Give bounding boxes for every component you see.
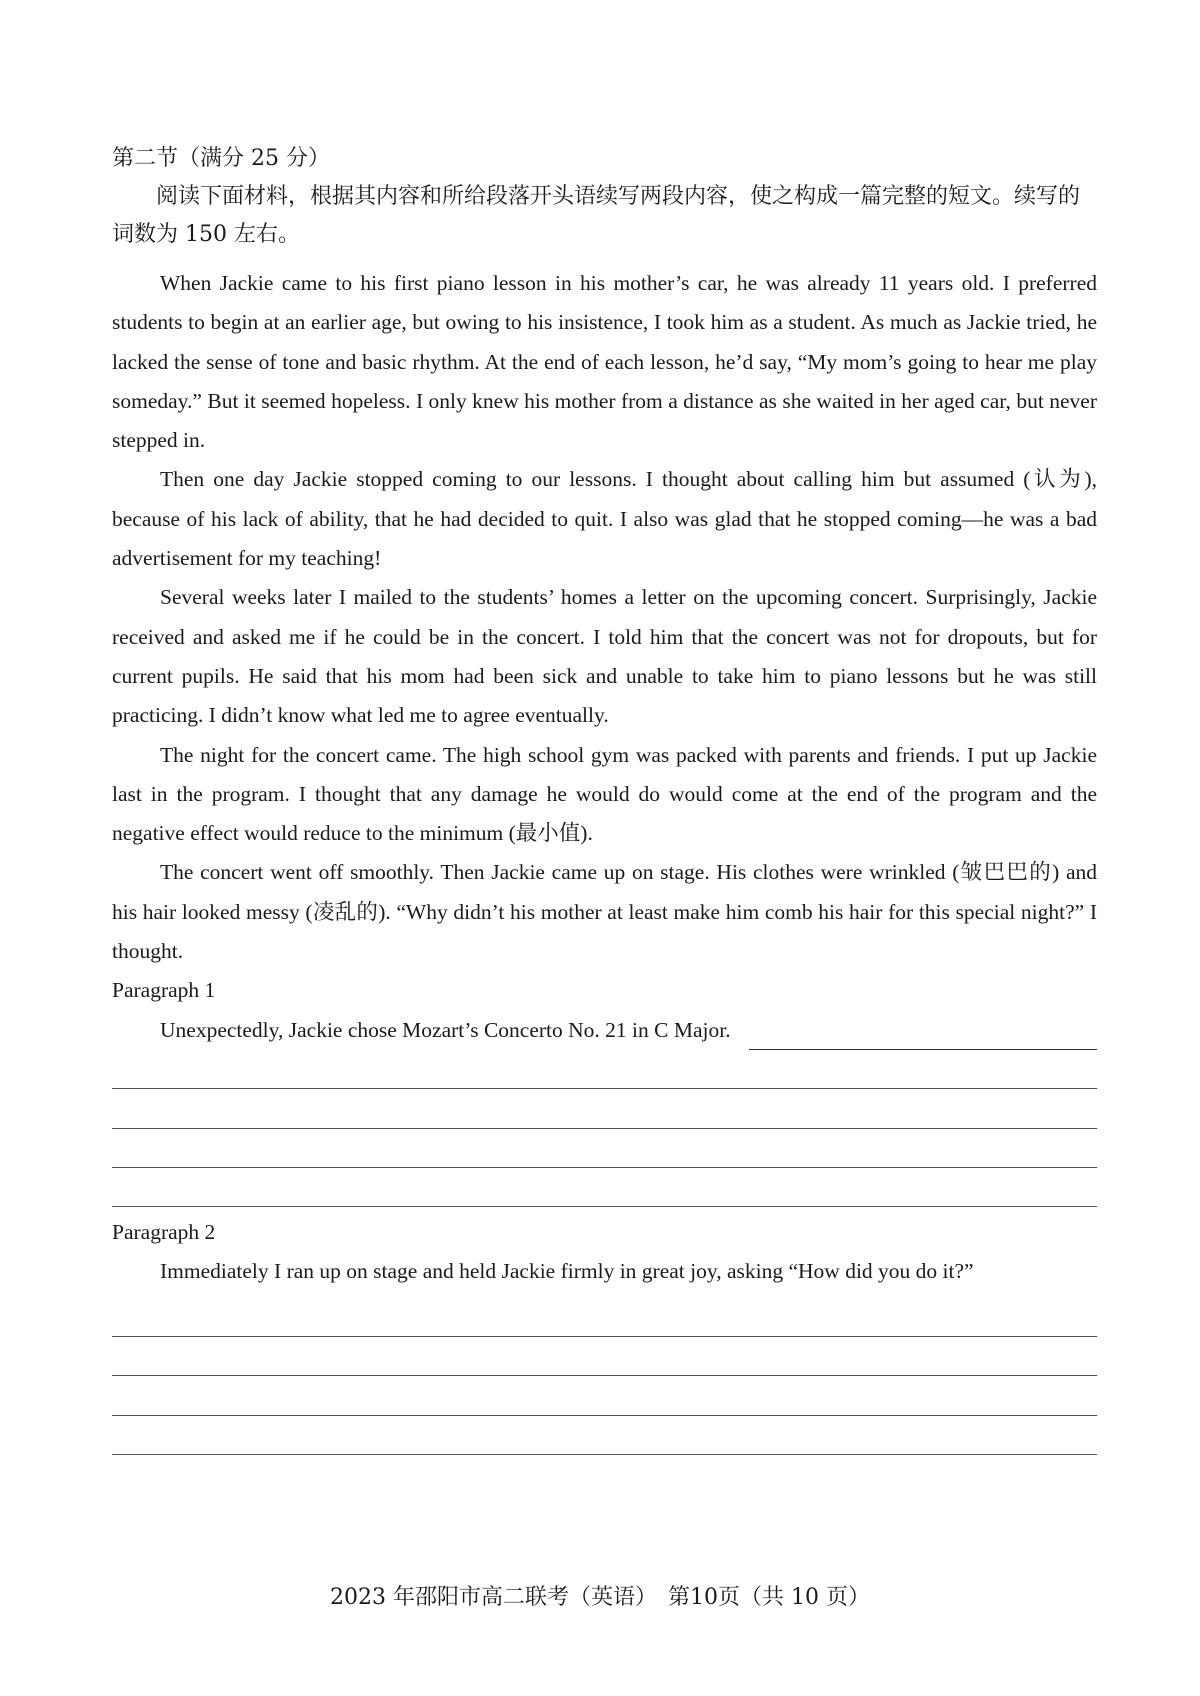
passage-paragraph: The concert went off smoothly. Then Jackie came up on stage. His clothes were wrinkled (皱巴巴的) and his hair looked messy (凌乱的). “Why didn’t his mother at least make him comb his hair for this special night?” I thought. xyxy=(112,860,1097,964)
answer-blank-inline[interactable] xyxy=(749,1021,1097,1050)
exam-page xyxy=(112,140,1097,1455)
answer-line[interactable] xyxy=(112,1168,1097,1207)
paragraph2-opener: Immediately I ran up on stage and held Jackie firmly in great joy, asking “How did you do it?” xyxy=(160,1259,974,1284)
answer-line[interactable] xyxy=(112,1416,1097,1455)
section-instruction: 阅读下面材料，根据其内容和所给段落开头语续写两段内容，使之构成一篇完整的短文。续写的词数为 150 左右。 xyxy=(112,184,1081,247)
answer-line[interactable] xyxy=(112,1298,1097,1337)
section-title: 第二节（满分 25 分） xyxy=(112,146,330,171)
answer-line[interactable] xyxy=(112,1337,1097,1376)
passage-paragraph: Several weeks later I mailed to the students’ homes a letter on the upcoming concert. Surprisingly, Jackie received and asked me if he could be in the concert. I told him that the concert was not for dropouts, but for current pupils. He said that his mom had been sick and unable to take him to piano lessons but he was still practicing. I didn’t know what led me to agree eventually. xyxy=(112,585,1097,728)
passage-paragraph: When Jackie came to his first piano lesson in his mother’s car, he was already 11 years old. I preferred students to begin at an earlier age, but owing to his insistence, I took him as a student. As much as Jackie tried, he lacked the sense of tone and basic rhythm. At the end of each lesson, he’d say, “My mom’s going to hear me play someday.” But it seemed hopeless. I only knew his mother from a distance as she waited in her aged car, but never stepped in. xyxy=(112,271,1097,453)
answer-line[interactable] xyxy=(112,1376,1097,1415)
page-footer: 2023 年邵阳市高二联考（英语） 第10页（共 10 页） xyxy=(330,1585,870,1610)
answer-line[interactable] xyxy=(112,1050,1097,1089)
answer-line[interactable] xyxy=(112,1129,1097,1168)
paragraph1-opener: Unexpectedly, Jackie chose Mozart’s Concerto No. 21 in C Major. xyxy=(160,1017,731,1042)
passage-paragraph: The night for the concert came. The high school gym was packed with parents and friends. I put up Jackie last in the program. I thought that any damage he would do would come at the end of the program and the negative effect would reduce to the minimum (最小值). xyxy=(112,742,1097,846)
paragraph1-opener-row xyxy=(112,1011,1097,1050)
answer-line[interactable] xyxy=(112,1089,1097,1128)
passage-paragraph: Then one day Jackie stopped coming to our lessons. I thought about calling him but assumed (认为), because of his lack of ability, that he had decided to quit. I also was glad that he stopped coming—he was a bad advertisement for my teaching! xyxy=(112,467,1097,571)
paragraph1-label: Paragraph 1 xyxy=(112,978,216,1003)
paragraph2-label: Paragraph 2 xyxy=(112,1220,216,1245)
